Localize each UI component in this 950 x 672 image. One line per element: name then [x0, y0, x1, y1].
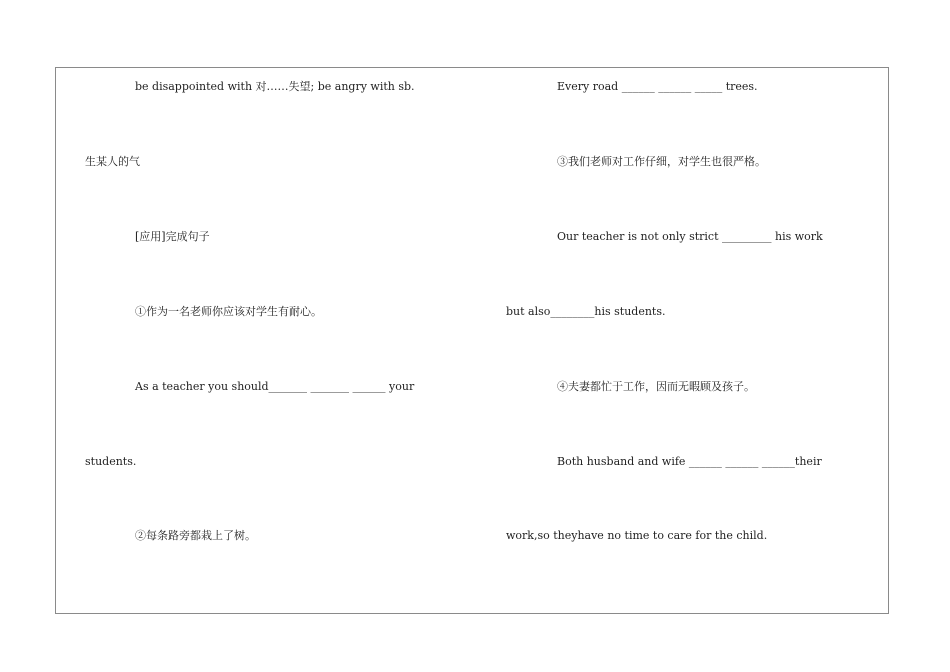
left-line-2: 生某人的气 — [85, 155, 140, 168]
right-line-2: ③我们老师对工作仔细，对学生也很严格。 — [557, 155, 766, 168]
right-line-3: Our teacher is not only strict _________ his work — [557, 230, 823, 243]
left-line-4: ①作为一名老师你应该对学生有耐心。 — [135, 305, 322, 318]
left-line-3: [应用]完成句子 — [135, 230, 210, 243]
right-line-6: Both husband and wife ______ ______ ______their — [557, 455, 822, 468]
right-line-1: Every road ______ ______ _____ trees. — [557, 80, 758, 93]
right-line-5: ④夫妻都忙于工作，因而无暇顾及孩子。 — [557, 380, 755, 393]
right-line-7: work,so theyhave no time to care for the child. — [506, 529, 768, 542]
left-line-7: ②每条路旁都栽上了树。 — [135, 529, 256, 542]
left-line-1: be disappointed with 对……失望; be angry with sb. — [135, 80, 415, 93]
left-line-6: students. — [85, 455, 137, 468]
right-line-4: but also________his students. — [506, 305, 666, 318]
left-line-5: As a teacher you should_______ _______ ______ your — [135, 380, 415, 393]
